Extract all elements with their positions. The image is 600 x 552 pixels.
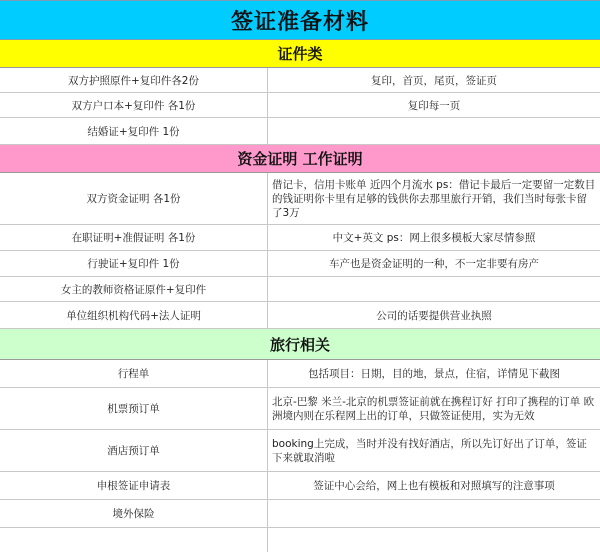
sheet-title: 签证准备材料 xyxy=(0,0,600,40)
section-header-documents: 证件类 xyxy=(0,40,600,68)
table-row xyxy=(0,430,600,472)
row-item: 酒店预订单 xyxy=(0,430,268,471)
row-note: 复印每一页 xyxy=(407,99,461,112)
row-note: 借记卡，信用卡账单 近四个月流水 ps：借记卡最后一定要留一定数目的钱证明你卡里有足够的钱供你去那里旅行开销，我们当时每张卡留了3万 xyxy=(272,178,596,219)
row-item: 申根签证申请表 xyxy=(0,472,268,499)
row-note: 包括项目：日期，目的地，景点，住宿，详情见下截图 xyxy=(308,368,560,380)
row-note xyxy=(268,500,600,527)
row-item: 在职证明+准假证明 各1份 xyxy=(0,225,268,250)
row-note xyxy=(268,118,600,144)
row-note: 签证中心会给，网上也有模板和对照填写的注意事项 xyxy=(313,480,555,492)
table-row xyxy=(0,302,600,329)
row-item: 双方户口本+复印件 各1份 xyxy=(0,93,268,117)
table-row xyxy=(0,173,600,225)
table-row xyxy=(0,225,600,251)
table-row xyxy=(0,360,600,388)
table-row xyxy=(0,251,600,277)
row-note: 公司的话要提供营业执照 xyxy=(376,309,492,322)
row-item: 单位组织机构代码+法人证明 xyxy=(0,302,268,328)
row-item: 双方资金证明 各1份 xyxy=(0,173,268,224)
row-note: 复印，首页，尾页，签证页 xyxy=(371,74,497,87)
table-row xyxy=(0,500,600,528)
section-header-finance-work: 资金证明 工作证明 xyxy=(0,145,600,173)
row-note: 中文+英文 ps：网上很多模板大家尽情参照 xyxy=(332,232,536,244)
empty-cell xyxy=(268,528,600,552)
table-row xyxy=(0,93,600,118)
table-row xyxy=(0,118,600,145)
row-note: 北京-巴黎 米兰-北京的机票签证前就在携程订好 打印了携程的订单 欧洲境内则在乐程网上出的订单，只做签证使用，实为无效 xyxy=(272,395,595,422)
row-item: 境外保险 xyxy=(0,500,268,527)
row-item: 行驶证+复印件 1份 xyxy=(0,251,268,276)
table-row xyxy=(0,68,600,93)
empty-row xyxy=(0,528,600,552)
section-header-travel: 旅行相关 xyxy=(0,329,600,360)
table-row xyxy=(0,388,600,430)
row-item: 行程单 xyxy=(0,360,268,387)
row-item: 机票预订单 xyxy=(0,388,268,429)
row-note: booking上完成，当时并没有找好酒店，所以先订好出了订单，签证下来就取消啦 xyxy=(272,437,587,464)
row-note: 车产也是资金证明的一种，不一定非要有房产 xyxy=(329,258,539,270)
row-item: 女主的教师资格证原件+复印件 xyxy=(0,277,268,301)
row-note xyxy=(268,277,600,301)
empty-cell xyxy=(0,528,268,552)
row-item: 结婚证+复印件 1份 xyxy=(0,118,268,144)
table-row xyxy=(0,277,600,302)
row-item: 双方护照原件+复印件各2份 xyxy=(0,68,268,92)
table-row xyxy=(0,472,600,500)
